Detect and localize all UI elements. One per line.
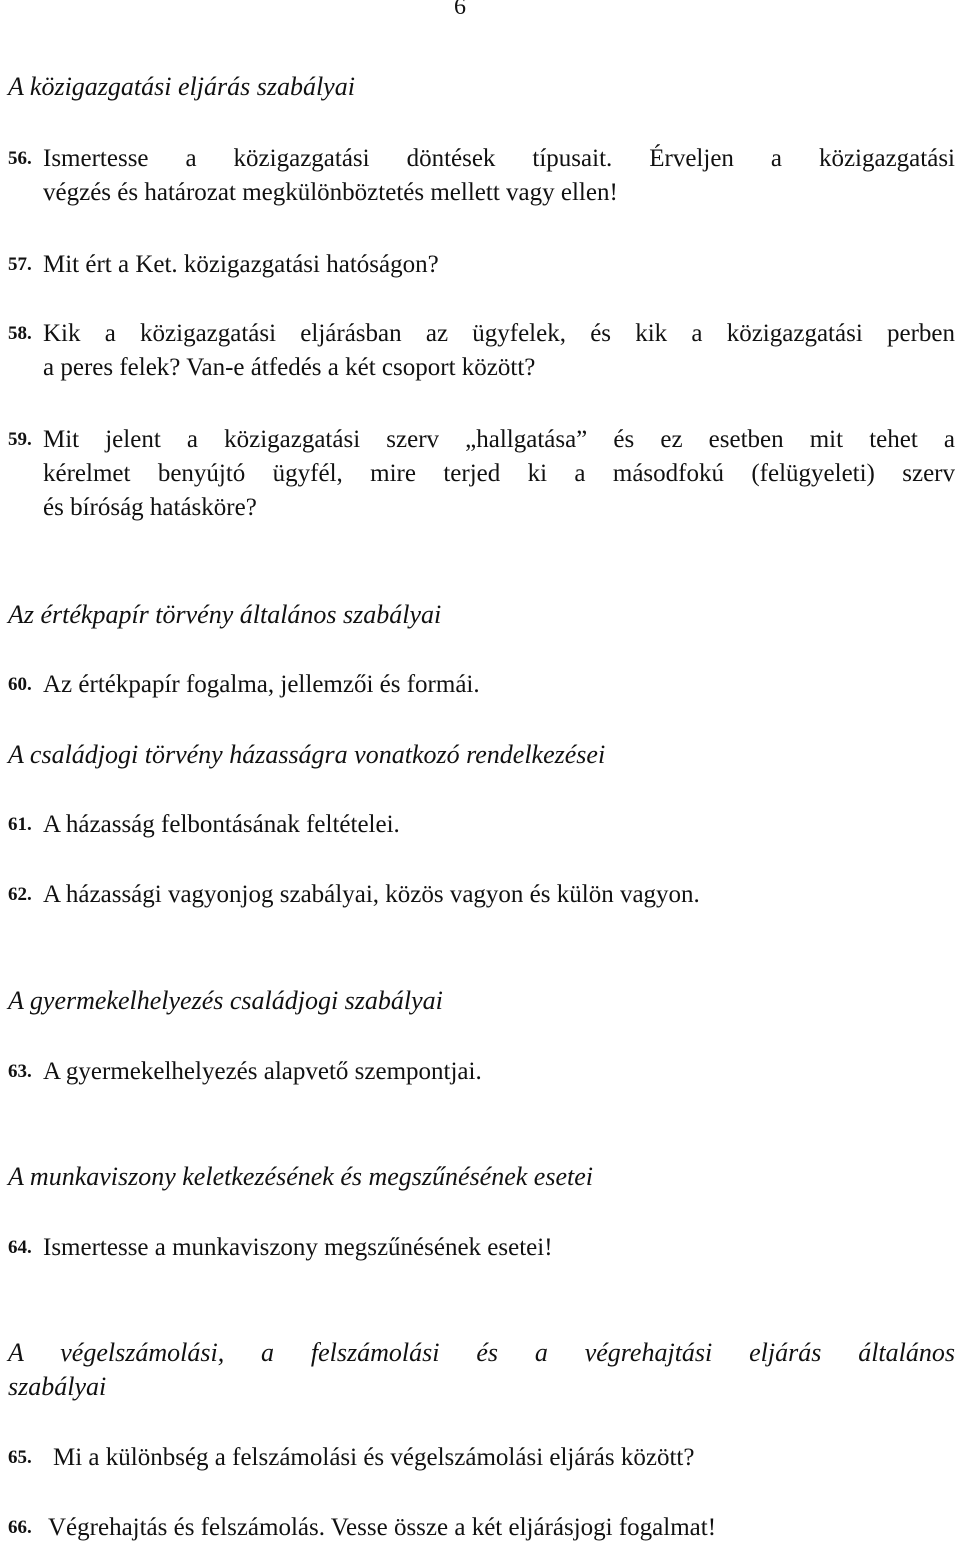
question-text: Ismertesse a közigazgatási döntések típusait. Érveljen a közigazgatási (43, 145, 955, 172)
question-line (8, 1511, 955, 1545)
heading-text: A gyermekelhelyezés családjogi szabályai (8, 986, 443, 1015)
section-heading-gyermekelhelyezes (8, 984, 955, 1018)
question-61 (8, 808, 955, 842)
question-number: 56. (8, 148, 32, 169)
question-text: Mi a különbség a felszámolási és végelszámolási eljárás között? (53, 1444, 695, 1471)
question-line (8, 248, 955, 282)
question-text: Mit jelent a közigazgatási szerv „hallgatása” és ez esetben mit tehet a (43, 426, 955, 453)
question-text: Az értékpapír fogalma, jellemzői és formái. (43, 671, 480, 698)
question-line (8, 176, 955, 210)
question-line (8, 351, 955, 385)
question-line (8, 457, 955, 491)
question-line (8, 878, 955, 912)
page-number: 6 (454, 0, 466, 20)
heading-text: A végelszámolási, a felszámolási és a végrehajtási eljárás általános (8, 1338, 955, 1367)
question-number: 66. (8, 1517, 32, 1538)
section-heading-csaladjog-hazassag (8, 738, 955, 772)
heading-text: A közigazgatási eljárás szabályai (8, 72, 355, 101)
question-59 (8, 423, 955, 525)
question-text: Mit ért a Ket. közigazgatási hatóságon? (43, 251, 439, 278)
question-line (8, 423, 955, 457)
question-number: 59. (8, 429, 32, 450)
question-line (8, 1055, 955, 1089)
question-text: A gyermekelhelyezés alapvető szempontjai. (43, 1058, 482, 1085)
question-text: A házasság felbontásának feltételei. (43, 811, 400, 838)
question-line (8, 668, 955, 702)
section-heading-ertekpapir (8, 598, 955, 632)
question-line (8, 317, 955, 351)
question-number: 57. (8, 254, 32, 275)
question-number: 62. (8, 884, 32, 905)
question-number: 63. (8, 1061, 32, 1082)
question-line (8, 1231, 955, 1265)
question-56 (8, 142, 955, 210)
question-number: 61. (8, 814, 32, 835)
question-text: kérelmet benyújtó ügyfél, mire terjed ki a másodfokú (felügyeleti) szerv (43, 460, 955, 487)
heading-text: A munkaviszony keletkezésének és megszűnésének esetei (8, 1162, 593, 1191)
question-number: 60. (8, 674, 32, 695)
question-60 (8, 668, 955, 702)
section-heading-munkaviszony (8, 1160, 955, 1194)
question-line (8, 808, 955, 842)
question-58 (8, 317, 955, 385)
question-line (8, 1441, 955, 1475)
question-text: Ismertesse a munkaviszony megszűnésének esetei! (43, 1234, 553, 1261)
question-62 (8, 878, 955, 912)
question-63 (8, 1055, 955, 1089)
question-66 (8, 1511, 955, 1545)
question-text: Végrehajtás és felszámolás. Vesse össze a két eljárásjogi fogalmat! (48, 1514, 717, 1541)
question-text: végzés és határozat megkülönböztetés mellett vagy ellen! (43, 179, 618, 206)
question-65 (8, 1441, 955, 1475)
question-number: 65. (8, 1447, 32, 1468)
section-heading-vegelszamolas (8, 1336, 955, 1404)
question-line (8, 142, 955, 176)
question-text: és bíróság hatásköre? (43, 494, 257, 521)
heading-text: szabályai (8, 1372, 107, 1401)
question-57 (8, 248, 955, 282)
question-line (8, 491, 955, 525)
question-text: a peres felek? Van-e átfedés a két csoport között? (43, 354, 536, 381)
heading-text: Az értékpapír törvény általános szabályai (8, 600, 442, 629)
heading-text: A családjogi törvény házasságra vonatkozó rendelkezései (8, 740, 606, 769)
question-text: Kik a közigazgatási eljárásban az ügyfelek, és kik a közigazgatási perben (43, 320, 955, 347)
question-64 (8, 1231, 955, 1265)
section-heading-kozigazgatasi-eljaras (8, 70, 955, 104)
question-number: 58. (8, 323, 32, 344)
question-text: A házassági vagyonjog szabályai, közös vagyon és külön vagyon. (43, 881, 700, 908)
question-number: 64. (8, 1237, 32, 1258)
